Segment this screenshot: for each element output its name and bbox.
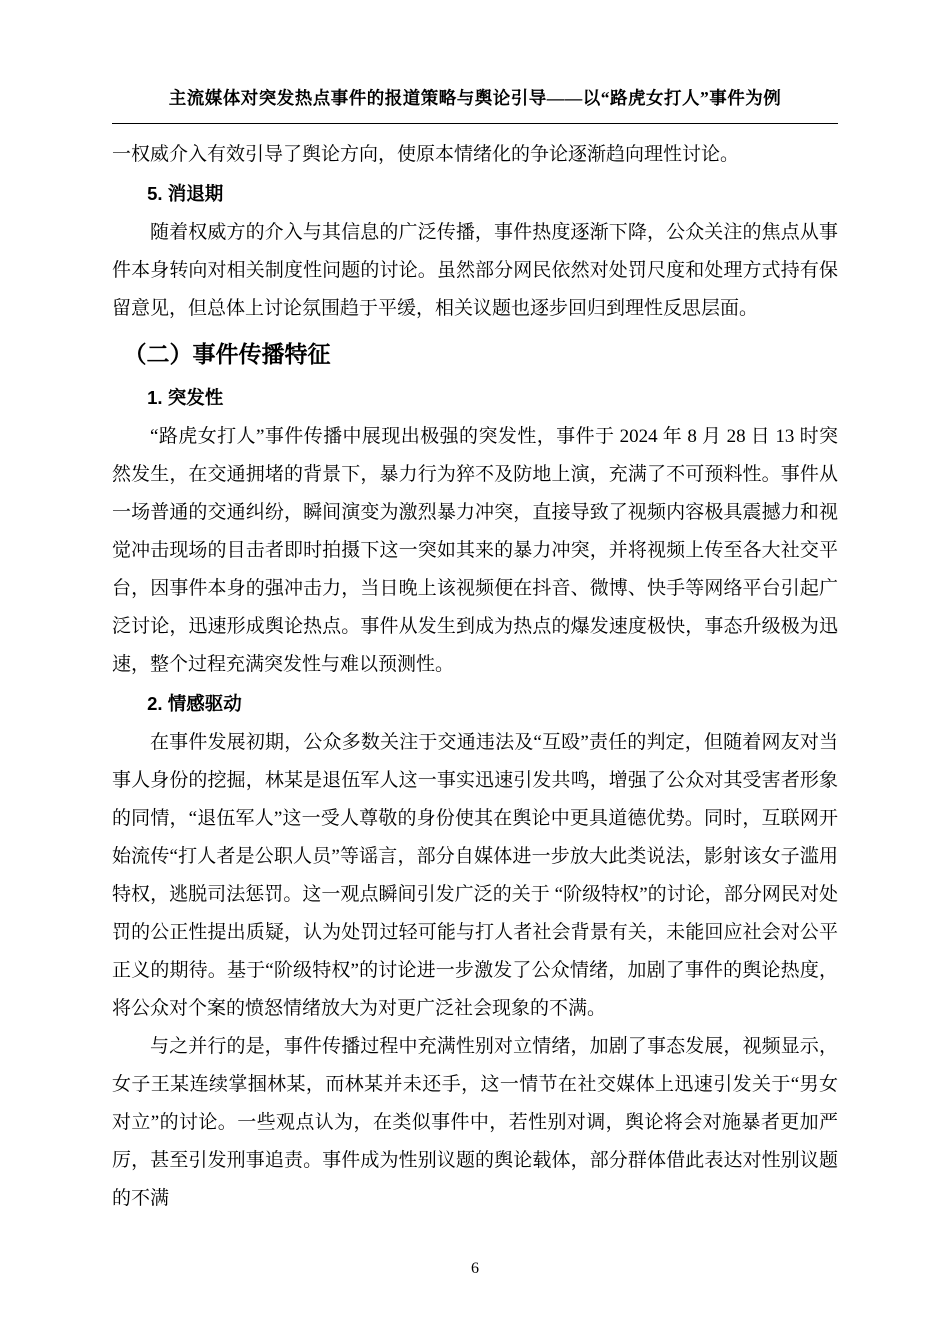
paragraph-fade-period: 随着权威方的介入与其信息的广泛传播，事件热度逐渐下降，公众关注的焦点从事件本身转向对相关制度性问题的讨论。虽然部分网民依然对处罚尺度和处理方式持有保留意见，但总体上讨论氛围趋于平缓，相关议题也逐步回归到理性反思层面。 bbox=[112, 222, 838, 319]
heading-fade-period: 5. 消退期 bbox=[147, 183, 224, 204]
heading-suddenness: 1. 突发性 bbox=[147, 387, 224, 408]
page-number: 6 bbox=[471, 1260, 479, 1277]
paragraph-emotion-driven-1: 在事件发展初期，公众多数关注于交通违法及“互殴”责任的判定，但随着网友对当事人身份的挖掘，林某是退伍军人这一事实迅速引发共鸣，增强了公众对其受害者形象的同情，“退伍军人”这一受人尊敬的身份使其在舆论中更具道德优势。同时，互联网开始流传“打人者是公职人员”等谣言，部分自媒体进一步放大此类说法，影射该女子滥用特权，逃脱司法惩罚。这一观点瞬间引发广泛的关于 “阶级特权”的讨论，部分网民对处罚的公正性提出质疑，认为处罚过轻可能与打人者社会背景有关，未能回应社会对公平正义的期待。基于“阶级特权”的讨论进一步激发了公众情绪，加剧了事件的舆论热度，将公众对个案的愤怒情绪放大为对更广泛社会现象的不满。 bbox=[112, 732, 838, 1019]
document-body bbox=[112, 124, 838, 1218]
running-head-title: 主流媒体对突发热点事件的报道策略与舆论引导——以“路虎女打人”事件为例 bbox=[112, 86, 838, 124]
paragraph-continuation: 一权威介入有效引导了舆论方向，使原本情绪化的争论逐渐趋向理性讨论。 bbox=[112, 144, 740, 165]
heading-section-spread-characteristics: （二）事件传播特征 bbox=[123, 341, 331, 367]
paragraph-suddenness: “路虎女打人”事件传播中展现出极强的突发性，事件于 2024 年 8 月 28 日 13 时突然发生，在交通拥堵的背景下，暴力行为猝不及防地上演，充满了不可预料性。事件从一场普通的交通纠纷，瞬间演变为激烈暴力冲突，直接导致了视频内容极具震撼力和视觉冲击现场的目击者即时拍摄下这一突如其来的暴力冲突，并将视频上传至各大社交平台，因事件本身的强冲击力，当日晚上该视频便在抖音、微博、快手等网络平台引起广泛讨论，迅速形成舆论热点。事件从发生到成为热点的爆发速度极快，事态升级极为迅速，整个过程充满突发性与难以预测性。 bbox=[112, 426, 838, 675]
heading-emotion-driven: 2. 情感驱动 bbox=[147, 693, 242, 714]
page-footer bbox=[0, 1260, 950, 1278]
paragraph-emotion-driven-2: 与之并行的是，事件传播过程中充满性别对立情绪，加剧了事态发展，视频显示，女子王某连续掌掴林某，而林某并未还手，这一情节在社交媒体上迅速引发关于“男女对立”的讨论。一些观点认为，在类似事件中，若性别对调，舆论将会对施暴者更加严厉，甚至引发刑事追责。事件成为性别议题的舆论载体，部分群体借此表达对性别议题的不满 bbox=[112, 1036, 838, 1209]
